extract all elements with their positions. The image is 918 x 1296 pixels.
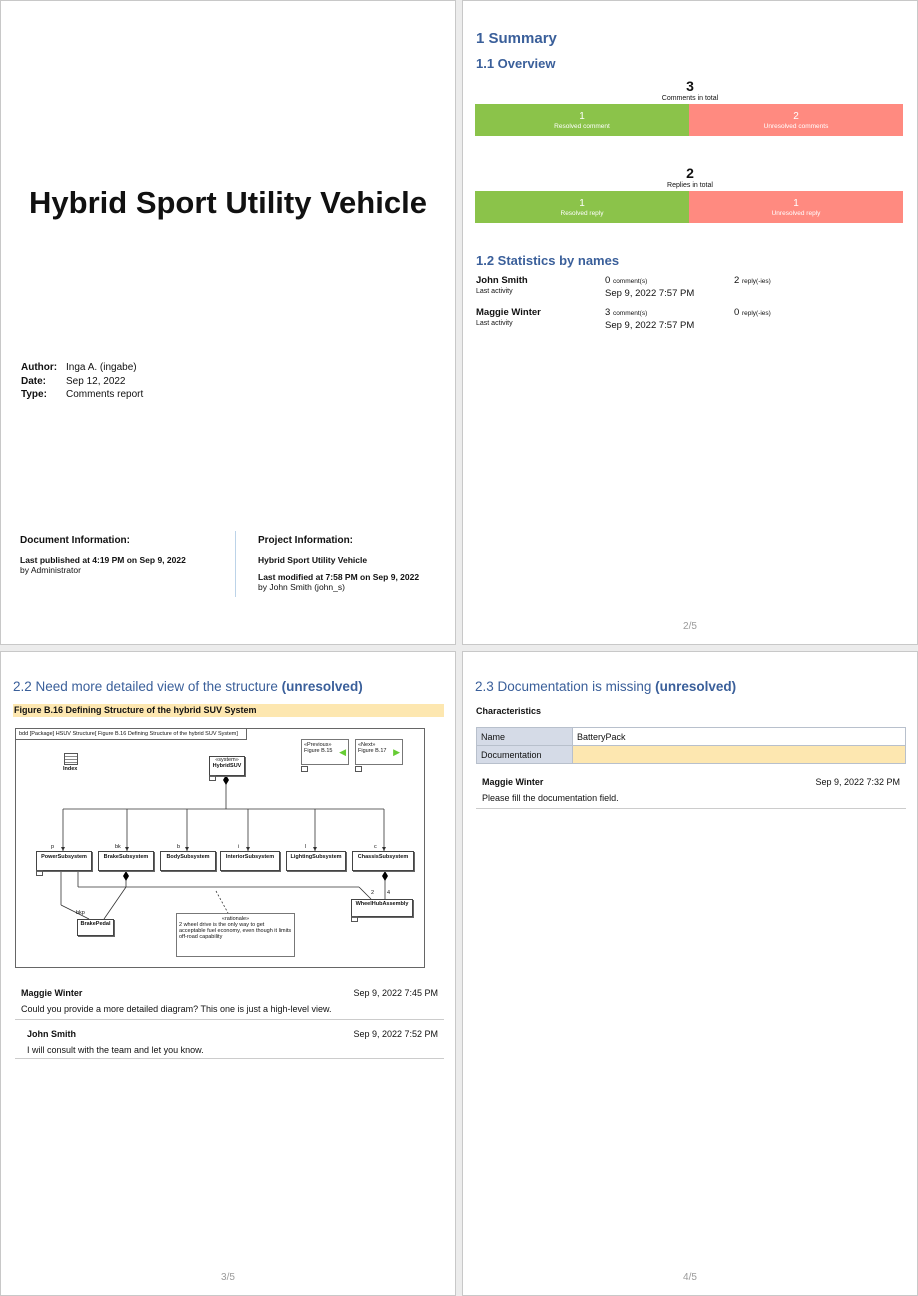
table-row <box>477 728 906 746</box>
comment-divider <box>15 1058 444 1059</box>
section-title: 2.2 Need more detailed view of the structure (unresolved) <box>13 679 363 694</box>
next-diagram-note: «Next» Figure B.17 ▶ <box>355 739 403 765</box>
stats-heading: 1.2 Statistics by names <box>476 253 620 268</box>
role-label: bkp <box>76 910 85 916</box>
replies-total: 2 <box>686 165 694 181</box>
role-label: bk <box>115 844 121 850</box>
diagram-link-icon <box>351 916 358 922</box>
project-information: Project Information: Hybrid Sport Utility Vehicle Last modified at 7:58 PM on Sep 9, 2022 by John Smith (john_s) <box>258 535 420 592</box>
document-title: Hybrid Sport Utility Vehicle <box>29 185 427 220</box>
figure-caption: Figure B.16 Defining Structure of the hybrid SUV System <box>13 704 444 717</box>
powersubsystem-block: PowerSubsystem <box>36 851 92 871</box>
resolved-comments-segment: 1 Resolved comment <box>475 104 689 136</box>
resolved-replies-segment: 1 Resolved reply <box>475 191 689 223</box>
properties-table <box>476 727 906 764</box>
property-value: BatteryPack <box>573 728 906 746</box>
comments-total-label: Comments in total <box>661 95 719 102</box>
page-number: 2/5 <box>683 621 697 632</box>
summary-heading: 1 Summary <box>476 30 557 47</box>
next-arrow-icon: ▶ <box>393 747 400 757</box>
previous-diagram-note: «Previous» Figure B.15 ◀ <box>301 739 349 765</box>
diagram-frame-label: bdd [Package] HSUV Structure[ Figure B.16 Defining Structure of the hybrid SUV System] <box>16 729 247 740</box>
role-label: p <box>51 844 55 850</box>
index-label: Index <box>63 766 78 772</box>
role-label: c <box>374 844 377 850</box>
rationale-note: «rationale» 2 wheel drive is the only way to get acceptable fuel economy, even though it limits off-road capability <box>176 913 295 957</box>
comment-divider <box>15 1019 444 1020</box>
cover-meta <box>21 362 143 403</box>
diagram-link-icon <box>209 775 216 781</box>
property-value-missing <box>573 746 906 764</box>
unresolved-comments-segment: 2 Unresolved comments <box>689 104 903 136</box>
characteristics-label: Characteristics <box>476 706 542 716</box>
summary-page: 1 Summary 1.1 Overview 3 Comments in total 1 Resolved comment 2 Unresolved comments 2 Replies in total 1 Resolved reply 1 Unresolved reply 1.2 Statistics by names John Smith Last activity 0 comment(s) 2 reply(-ies) Sep 9, 2022 7:57 PM Maggie Winter Last activity 3 comment(s) 0 reply(-ies) Sep 9, 2022 7:57 PM 2/5 <box>462 0 918 645</box>
comments-bar <box>475 104 903 136</box>
index-icon <box>64 753 78 765</box>
unresolved-replies-segment: 1 Unresolved reply <box>689 191 903 223</box>
diagram-link-icon <box>301 766 308 772</box>
property-label: Name <box>477 728 573 746</box>
overview-heading: 1.1 Overview <box>476 56 556 71</box>
table-row <box>477 746 906 764</box>
replies-total-label: Replies in total <box>667 182 713 189</box>
diagram-link-icon <box>36 870 43 876</box>
role-label: l <box>305 844 307 850</box>
lightingsubsystem-block: LightingSubsystem <box>286 851 346 871</box>
brakepedal-block: BrakePedal <box>77 919 114 936</box>
wheelhubassembly-block: WheelHubAssembly <box>351 899 413 917</box>
meta-date: Date: Sep 12, 2022 <box>21 375 126 387</box>
interiorsubsystem-block: InteriorSubsystem <box>220 851 280 871</box>
section-2-2-page: 2.2 Need more detailed view of the structure (unresolved) Figure B.16 Defining Structure of the hybrid SUV System bdd [Package] HSUV Structure[ Figure B.16 Defining Structure of the hybrid SUV System] Index «system» HybridSUV «Previous» Figure B.15 ◀ «Next» Figure B.17 ▶ p bk b i l c PowerSubsystem BrakeSubsystem BodySubsystem InteriorSubsystem LightingSubsystem ChassisSubsystem bkp BrakePedal 2 4 WheelHubAssembly «rationale» 2 wheel drive is the only way to get acceptable fuel economy, even though it limits off-road capability Maggie Winter Sep 9, 2022 7:45 PM Could you provide a more detailed diagram? This one is just a high-level view. John Smith Sep 9, 2022 7:52 PM I will consult with the team and let you know. 3/5 <box>0 651 456 1296</box>
cover-page <box>0 0 456 645</box>
meta-type: Type: Comments report <box>21 389 144 400</box>
chassissubsystem-block: ChassisSubsystem <box>352 851 414 871</box>
multiplicity-label: 4 <box>387 890 391 896</box>
role-label: b <box>177 844 181 850</box>
info-divider <box>235 531 236 597</box>
bodysubsystem-block: BodySubsystem <box>160 851 216 871</box>
brakesubsystem-block: BrakeSubsystem <box>98 851 154 871</box>
meta-author: Author: Inga A. (ingabe) <box>21 362 137 373</box>
comments-total: 3 <box>686 78 694 94</box>
status-badge: (unresolved) <box>655 679 737 694</box>
replies-bar <box>475 191 903 223</box>
section-2-3-page: 2.3 Documentation is missing (unresolved) Characteristics Name BatteryPack Documentation Maggie Winter Sep 9, 2022 7:32 PM Please fill the documentation field. 4/5 <box>462 651 918 1296</box>
previous-arrow-icon: ◀ <box>339 747 346 757</box>
multiplicity-label: 2 <box>371 890 375 896</box>
bdd-diagram <box>15 728 425 968</box>
comment-divider <box>476 808 906 809</box>
hybridsuv-block: «system» HybridSUV <box>209 756 245 776</box>
property-label: Documentation <box>477 746 573 764</box>
status-badge: (unresolved) <box>281 679 363 694</box>
page-number: 3/5 <box>221 1272 235 1283</box>
diagram-link-icon <box>355 766 362 772</box>
role-label: i <box>238 844 240 850</box>
section-title: 2.3 Documentation is missing (unresolved) <box>475 679 737 694</box>
document-information: Document Information: Last published at 4:19 PM on Sep 9, 2022 by Administrator <box>20 535 186 575</box>
page-number: 4/5 <box>683 1272 697 1283</box>
